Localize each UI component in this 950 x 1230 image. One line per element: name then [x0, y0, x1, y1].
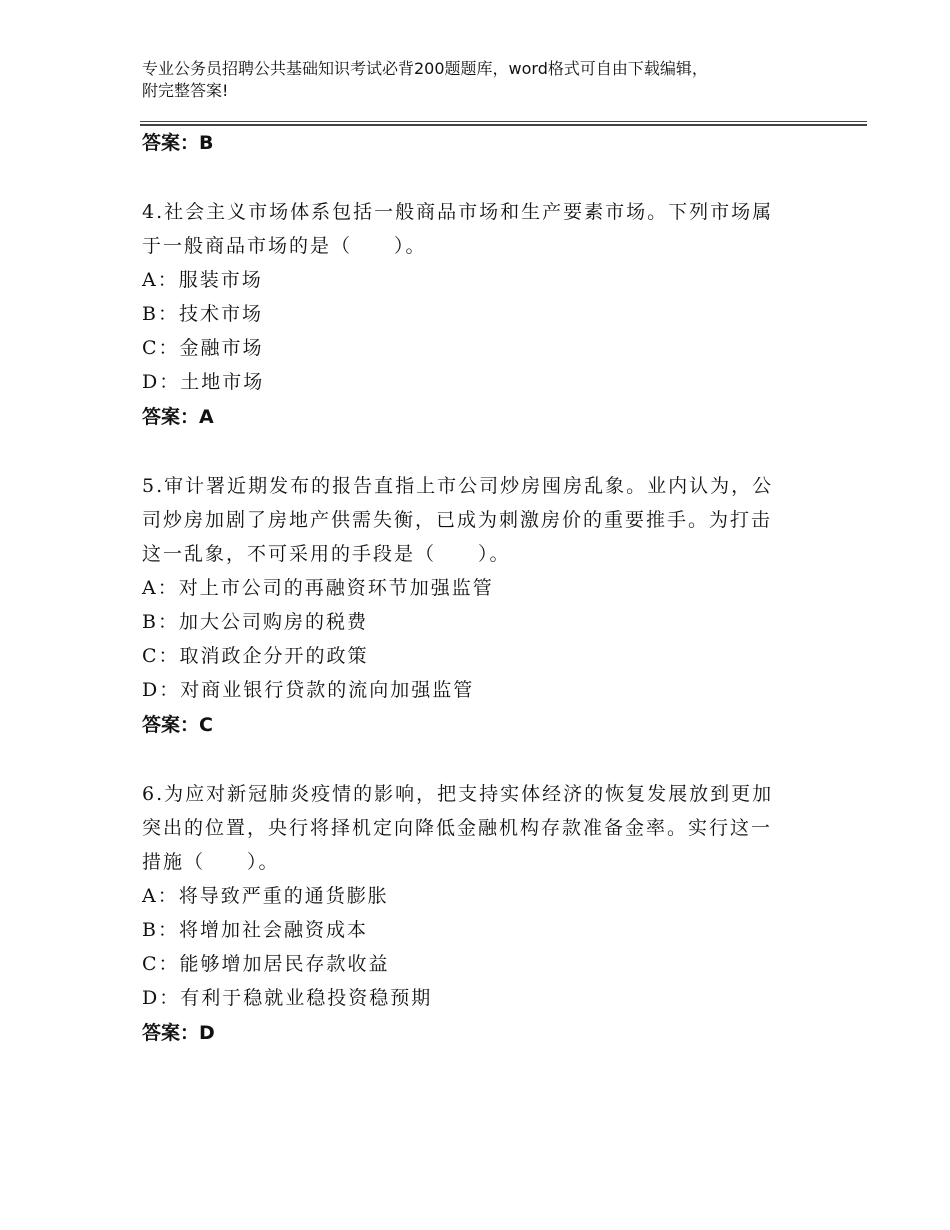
header-line-1: 专业公务员招聘公共基础知识考试必背200题题库，word格式可自由下载编辑， [142, 59, 708, 78]
option-c: C：取消政企分开的政策 [142, 645, 369, 667]
question-stem-line: 措施（ ）。 [142, 851, 280, 873]
question-5 [142, 469, 802, 707]
question-6 [142, 777, 802, 1015]
question-stem-line: 这一乱象，不可采用的手段是（ ）。 [142, 543, 511, 565]
option-a: A：对上市公司的再融资环节加强监管 [142, 577, 494, 599]
option-a: A：服装市场 [142, 269, 263, 291]
question-stem-line: 4.社会主义市场体系包括一般商品市场和生产要素市场。下列市场属 [142, 201, 774, 223]
option-d: D：有利于稳就业稳投资稳预期 [142, 987, 433, 1009]
answer-6: 答案：D [142, 1022, 215, 1044]
option-a: A：将导致严重的通货膨胀 [142, 885, 389, 907]
answer-5: 答案：C [142, 714, 213, 736]
question-stem-line: 于一般商品市场的是（ ）。 [142, 235, 427, 257]
question-stem-line: 5.审计署近期发布的报告直指上市公司炒房囤房乱象。业内认为，公 [142, 475, 774, 497]
option-c: C：金融市场 [142, 337, 264, 359]
question-stem-line: 司炒房加剧了房地产供需失衡，已成为刺激房价的重要推手。为打击 [142, 509, 773, 531]
document-header [142, 58, 822, 102]
header-rule-thick [140, 124, 867, 126]
previous-answer: 答案：B [142, 132, 214, 154]
option-d: D：对商业银行贷款的流向加强监管 [142, 679, 475, 701]
option-b: B：技术市场 [142, 303, 263, 325]
header-line-2: 附完整答案! [142, 81, 229, 100]
option-d: D：土地市场 [142, 371, 265, 393]
option-b: B：加大公司购房的税费 [142, 611, 368, 633]
answer-4: 答案：A [142, 406, 214, 428]
question-4 [142, 195, 802, 399]
question-stem-line: 6.为应对新冠肺炎疫情的影响，把支持实体经济的恢复发展放到更加 [142, 783, 774, 805]
question-stem-line: 突出的位置，央行将择机定向降低金融机构存款准备金率。实行这一 [142, 817, 773, 839]
header-rule-thin [140, 121, 867, 122]
option-b: B：将增加社会融资成本 [142, 919, 368, 941]
option-c: C：能够增加居民存款收益 [142, 953, 390, 975]
